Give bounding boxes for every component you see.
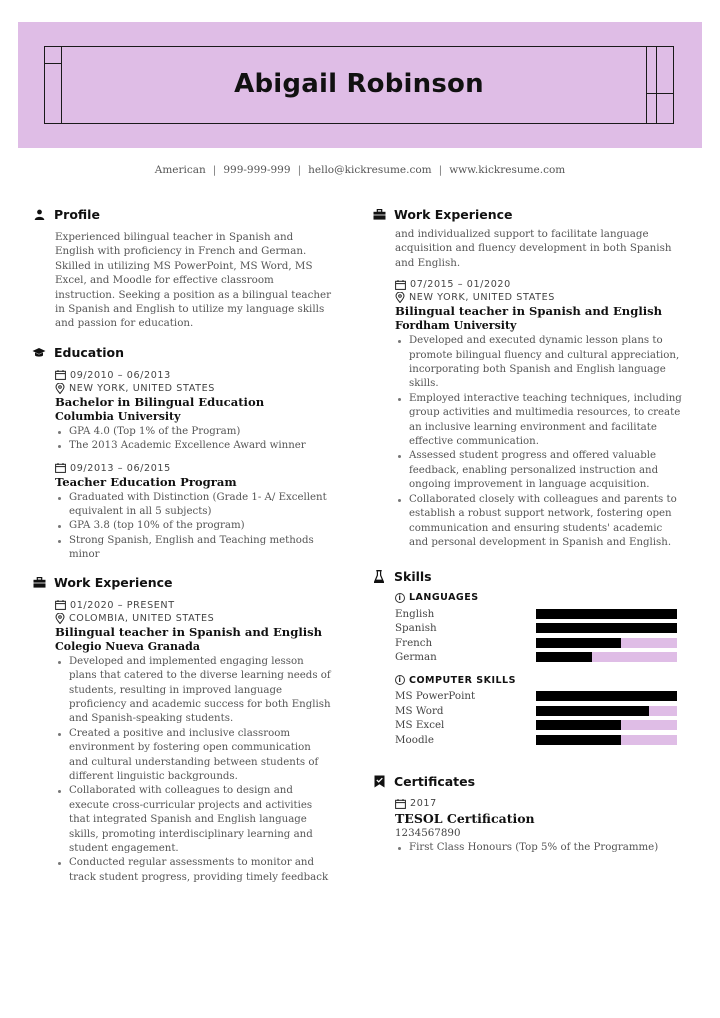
skill-row bbox=[395, 689, 682, 704]
calendar-icon bbox=[55, 600, 66, 610]
skill-row bbox=[395, 650, 682, 665]
phone[interactable]: 999-999-999 bbox=[223, 164, 291, 176]
list-item: Graduated with Distinction (Grade 1- A/ Excellent equivalent in all 5 subjects) bbox=[55, 491, 332, 520]
skill-row bbox=[395, 718, 682, 733]
list-item: Developed and executed dynamic lesson plans to promote bilingual fluency and cultural appreciation, incorporating both Spanish and English language skills. bbox=[395, 334, 682, 392]
location: COLOMBIA, UNITED STATES bbox=[55, 612, 332, 625]
employer: Fordham University bbox=[395, 319, 517, 333]
left-column bbox=[32, 204, 332, 893]
header-frame bbox=[44, 46, 674, 124]
date-range: 07/2015 – 01/2020 bbox=[395, 278, 682, 291]
list-item: The 2013 Academic Excellence Award winner bbox=[55, 439, 332, 453]
education-heading: Education bbox=[32, 343, 332, 363]
skill-level-bar bbox=[536, 691, 677, 701]
bookmark-check-icon bbox=[372, 774, 386, 788]
skill-row bbox=[395, 703, 682, 718]
date-range: 09/2010 – 06/2013 bbox=[55, 369, 332, 382]
computer-skills-list bbox=[395, 689, 682, 747]
briefcase-icon bbox=[32, 576, 46, 590]
list-item: Employed interactive teaching techniques, including group activities and multimedia resources, to create an inclusive learning environment and facilitate effective communication. bbox=[395, 392, 682, 450]
certificate-number: 1234567890 bbox=[395, 827, 461, 840]
skill-level-fill bbox=[536, 623, 677, 633]
list-item: First Class Honours (Top 5% of the Programme) bbox=[395, 841, 682, 855]
work-continuation: and individualized support to facilitate language acquisition and fluency development in both Spanish and English. bbox=[395, 228, 672, 269]
languages-label: i LANGUAGES bbox=[395, 592, 682, 603]
calendar-icon bbox=[395, 799, 406, 809]
skill-level-fill bbox=[536, 638, 621, 648]
location-pin-icon bbox=[55, 383, 65, 394]
date-range: 2017 bbox=[395, 797, 682, 810]
location-pin-icon bbox=[395, 292, 405, 303]
list-item: GPA 4.0 (Top 1% of the Program) bbox=[55, 425, 332, 439]
flask-icon bbox=[372, 569, 386, 583]
location: NEW YORK, UNITED STATES bbox=[55, 382, 332, 395]
website-link[interactable]: www.kickresume.com bbox=[449, 164, 566, 176]
work-entry bbox=[395, 278, 682, 550]
calendar-icon bbox=[55, 463, 66, 473]
calendar-icon bbox=[55, 370, 66, 380]
skill-level-bar bbox=[536, 638, 677, 648]
info-icon: i bbox=[395, 675, 405, 685]
skill-level-fill bbox=[536, 720, 621, 730]
skill-row bbox=[395, 621, 682, 636]
skill-level-bar bbox=[536, 735, 677, 745]
list-item: Collaborated with colleagues to design and execute cross-curricular projects and activities that integrated Spanish and English language skills, promoting interdisciplinary learning and student engagement. bbox=[55, 784, 332, 856]
date-range: 09/2013 – 06/2015 bbox=[55, 462, 332, 475]
date-range: 01/2020 – PRESENT bbox=[55, 599, 332, 612]
employer: Colegio Nueva Granada bbox=[55, 639, 200, 653]
skill-name: German bbox=[395, 651, 437, 664]
location: NEW YORK, UNITED STATES bbox=[395, 291, 682, 304]
languages-list bbox=[395, 606, 682, 664]
skill-name: MS Excel bbox=[395, 719, 445, 732]
skill-level-bar bbox=[536, 652, 677, 662]
nationality: American bbox=[154, 164, 206, 176]
work-entry bbox=[55, 599, 332, 886]
list-item: Assessed student progress and offered valuable feedback, enabling personalized instruction and ongoing improvement in language acquisition. bbox=[395, 449, 682, 492]
skill-level-bar bbox=[536, 623, 677, 633]
job-title: Bilingual teacher in Spanish and English bbox=[395, 304, 663, 319]
skill-row bbox=[395, 606, 682, 621]
school: Columbia University bbox=[55, 409, 181, 423]
work-experience-heading: Work Experience bbox=[372, 204, 682, 224]
computer-skills-label: i COMPUTER SKILLS bbox=[395, 675, 682, 686]
profile-text: Experienced bilingual teacher in Spanish and English with proficiency in French and German. Skilled in utilizing MS PowerPoint, MS Word, MS Excel, and Moodle for effective classroom instruction. Seeking a position as a bilingual teacher in Spanish and English to utilize my language skills and passion for education. bbox=[55, 231, 331, 330]
skill-name: Moodle bbox=[395, 733, 434, 746]
skill-level-bar bbox=[536, 706, 677, 716]
skill-row bbox=[395, 732, 682, 747]
skill-level-bar bbox=[536, 720, 677, 730]
education-entry bbox=[55, 462, 332, 563]
location-pin-icon bbox=[55, 613, 65, 624]
profile-heading: Profile bbox=[32, 204, 332, 224]
skill-name: French bbox=[395, 636, 433, 649]
skill-level-bar bbox=[536, 609, 677, 619]
job-title: Bilingual teacher in Spanish and English bbox=[55, 624, 323, 639]
skill-name: MS Word bbox=[395, 704, 444, 717]
calendar-icon bbox=[395, 280, 406, 290]
list-item: Strong Spanish, English and Teaching methods minor bbox=[55, 534, 332, 563]
list-item: Collaborated closely with colleagues and parents to establish a robust support network, fostering open communication and ensuring students' academic and personal development in Spanish and English. bbox=[395, 493, 682, 551]
certificate-name: TESOL Certification bbox=[395, 811, 535, 827]
list-item: GPA 3.8 (top 10% of the program) bbox=[55, 519, 332, 533]
skills-heading: Skills bbox=[372, 566, 682, 586]
person-icon bbox=[32, 207, 46, 221]
work-experience-heading: Work Experience bbox=[32, 573, 332, 593]
list-item: Developed and implemented engaging lesson plans that catered to the diverse learning needs of students, resulting in improved language proficiency and academic success for both English and Spanish-speaking students. bbox=[55, 655, 332, 727]
list-item: Created a positive and inclusive classroom environment by fostering open communication and cultural understanding between students of different linguistic backgrounds. bbox=[55, 727, 332, 785]
skill-name: Spanish bbox=[395, 622, 437, 635]
skill-level-fill bbox=[536, 652, 592, 662]
skill-name: English bbox=[395, 607, 435, 620]
degree: Bachelor in Bilingual Education bbox=[55, 394, 265, 409]
graduation-cap-icon bbox=[32, 346, 46, 360]
skill-level-fill bbox=[536, 691, 677, 701]
right-column bbox=[372, 204, 682, 855]
candidate-name: Abigail Robinson bbox=[234, 69, 484, 99]
list-item: Conducted regular assessments to monitor and track student progress, providing timely feedback bbox=[55, 856, 332, 885]
skill-level-fill bbox=[536, 735, 621, 745]
skill-level-fill bbox=[536, 706, 649, 716]
skill-row bbox=[395, 636, 682, 651]
certificates-heading: Certificates bbox=[372, 771, 682, 791]
email-link[interactable]: hello@kickresume.com bbox=[308, 164, 432, 176]
skill-name: MS PowerPoint bbox=[395, 689, 476, 702]
info-icon: i bbox=[395, 593, 405, 603]
briefcase-icon bbox=[372, 207, 386, 221]
education-entry bbox=[55, 369, 332, 454]
contact-line: American | 999-999-999 | hello@kickresume.com | www.kickresume.com bbox=[154, 164, 566, 176]
degree: Teacher Education Program bbox=[55, 474, 237, 489]
skill-level-fill bbox=[536, 609, 677, 619]
